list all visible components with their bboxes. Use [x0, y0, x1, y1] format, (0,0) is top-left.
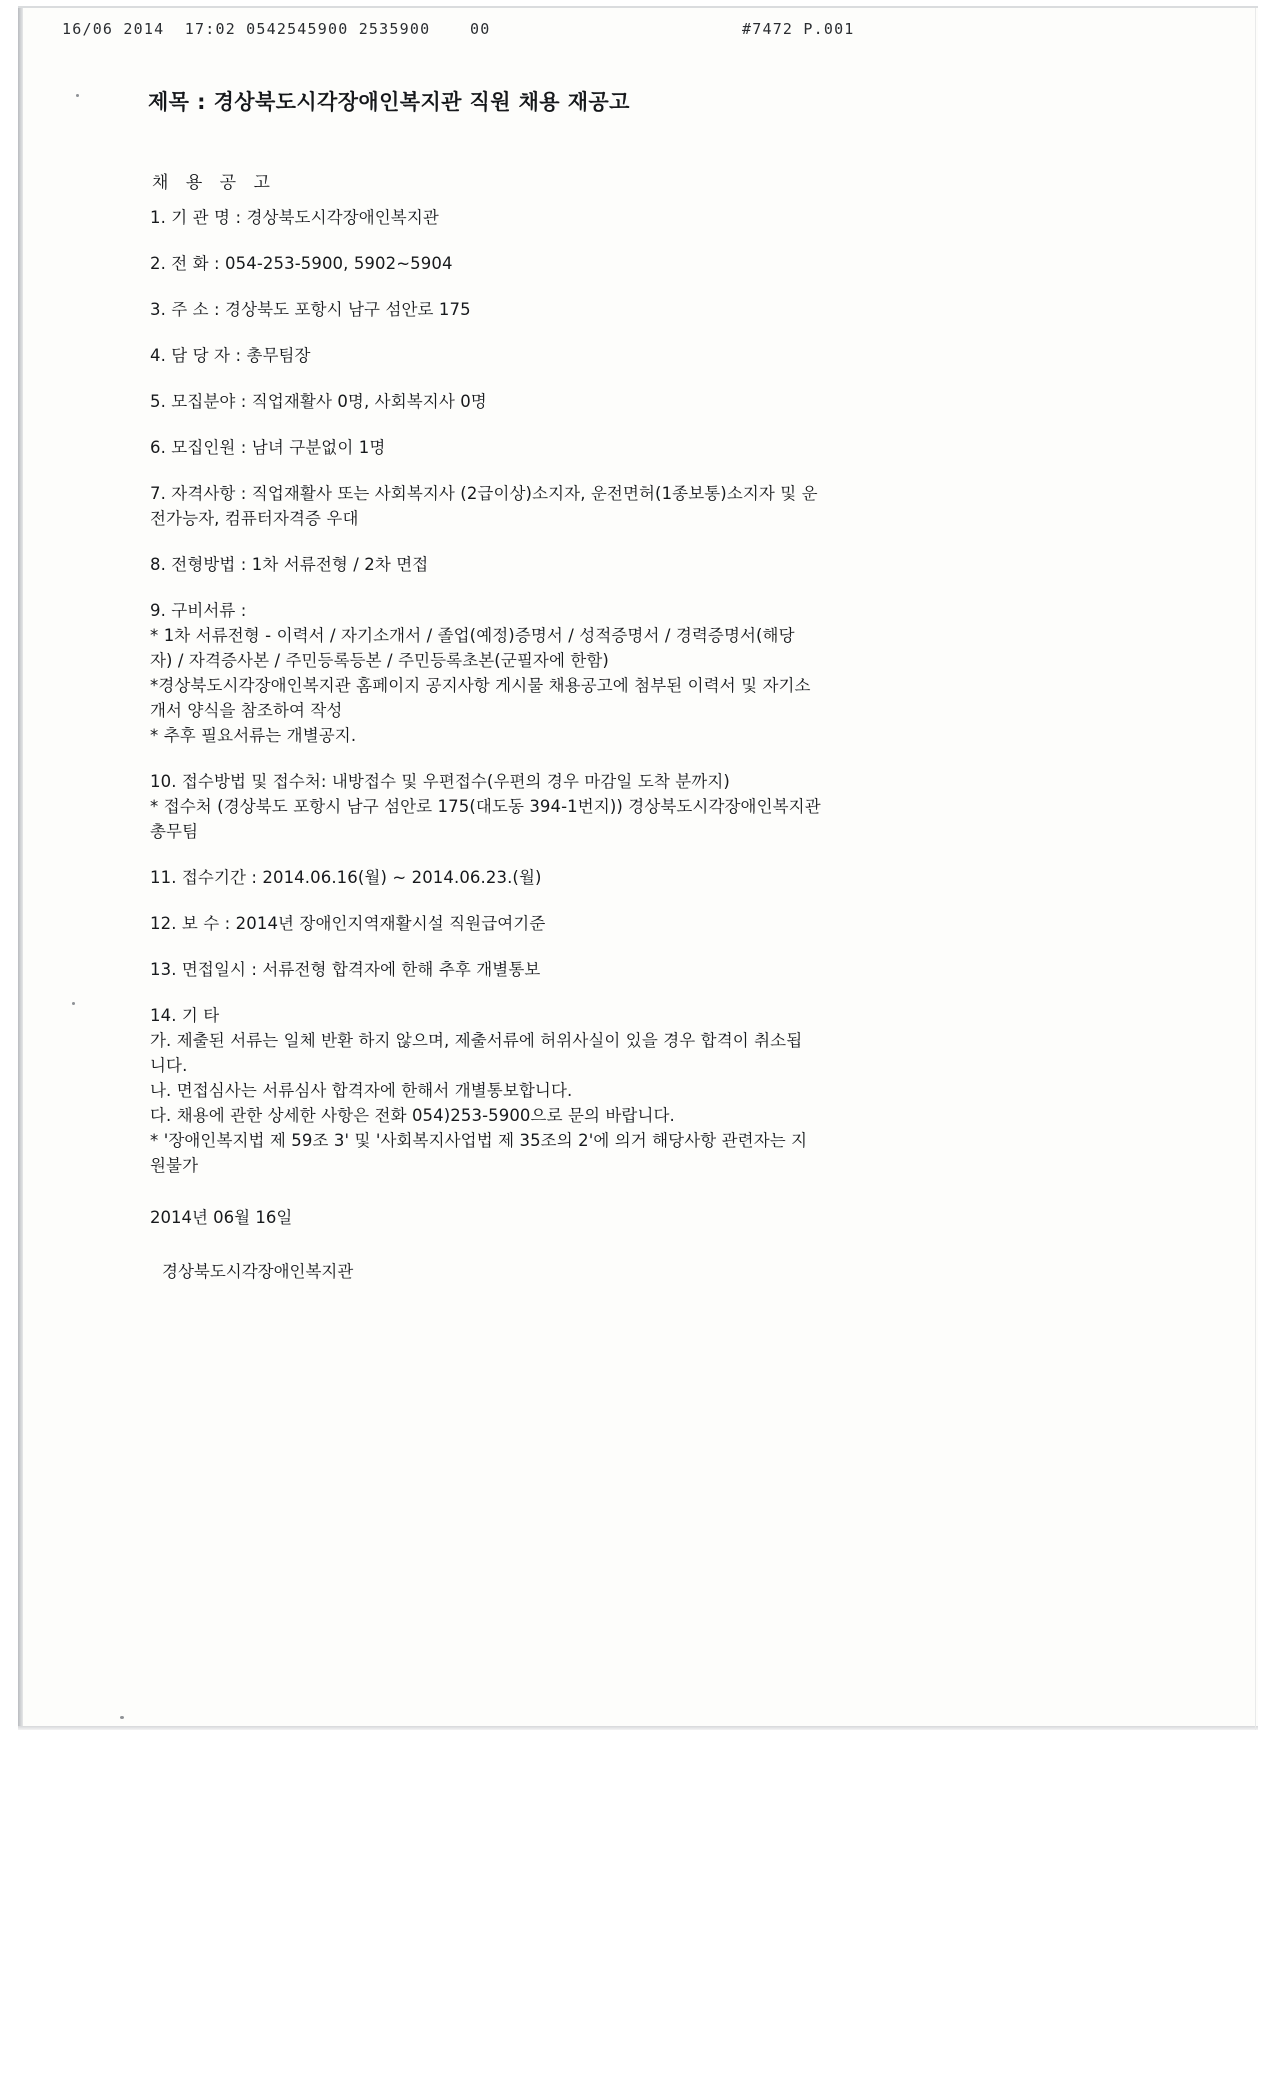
list-item: 11. 접수기간 : 2014.06.16(월) ~ 2014.06.23.(월)	[150, 868, 542, 887]
list-item: 9. 구비서류 : * 1차 서류전형 - 이력서 / 자기소개서 / 졸업(예정)증명서 / 성적증명서 / 경력증명서(해당 자) / 자격증사본 / 주민등록등본 / 주민등록초본(군필자에 한함) *경상북도시각장애인복지관 홈페이지 공지사항 게시물 채용공고에 첨부된 이력서 및 자기소 개서 양식을 참조하여 작성 * 추후 필요서류는 개별공지.	[150, 601, 811, 745]
scan-bottom-edge	[18, 1726, 1258, 1730]
scan-speck	[120, 1716, 124, 1719]
document-body	[150, 205, 1150, 1282]
list-item: 2. 전 화 : 054-253-5900, 5902~5904	[150, 254, 453, 273]
list-item: 10. 접수방법 및 접수처: 내방접수 및 우편접수(우편의 경우 마감일 도착 분까지) * 접수처 (경상북도 포항시 남구 섬안로 175(대도동 394-1번지)) 경상북도시각장애인복지관 총무팀	[150, 772, 821, 841]
page-title: 제목 : 경상북도시각장애인복지관 직원 채용 재공고	[148, 90, 630, 114]
list-item: 5. 모집분야 : 직업재활사 0명, 사회복지사 0명	[150, 392, 487, 411]
fax-header-middle: 00	[470, 20, 491, 38]
scan-right-fold	[1255, 8, 1256, 1730]
scan-speck	[76, 94, 79, 97]
sign-organization: 경상북도시각장애인복지관	[162, 1262, 354, 1281]
sign-date: 2014년 06월 16일	[150, 1208, 293, 1227]
fax-header-left: 16/06 2014 17:02 0542545900 2535900	[62, 20, 431, 38]
scan-left-edge	[18, 8, 23, 1730]
list-item: 14. 기 타 가. 제출된 서류는 일체 반환 하지 않으며, 제출서류에 허위사실이 있을 경우 합격이 취소됩 니다. 나. 면접심사는 서류심사 합격자에 한해서 개별통보합니다. 다. 채용에 관한 상세한 사항은 전화 054)253-5900으로 문의 바랍니다. * '장애인복지법 제 59조 3' 및 '사회복지사업법 제 35조의 2'에 의거 해당사항 관련자는 지 원불가	[150, 1006, 808, 1175]
list-item: 7. 자격사항 : 직업재활사 또는 사회복지사 (2급이상)소지자, 운전면허(1종보통)소지자 및 운 전가능자, 컴퓨터자격증 우대	[150, 484, 818, 528]
list-item: 3. 주 소 : 경상북도 포항시 남구 섬안로 175	[150, 300, 471, 319]
list-item: 6. 모집인원 : 남녀 구분없이 1명	[150, 438, 386, 457]
scan-speck	[72, 1002, 75, 1005]
list-item: 8. 전형방법 : 1차 서류전형 / 2차 면접	[150, 555, 429, 574]
list-item: 12. 보 수 : 2014년 장애인지역재활시설 직원급여기준	[150, 914, 546, 933]
list-item: 4. 담 당 자 : 총무팀장	[150, 346, 311, 365]
list-item: 13. 면접일시 : 서류전형 합격자에 한해 추후 개별통보	[150, 960, 541, 979]
scan-top-edge	[18, 6, 1258, 8]
fax-header-right: #7472 P.001	[742, 20, 855, 38]
list-item: 1. 기 관 명 : 경상북도시각장애인복지관	[150, 208, 439, 227]
section-heading: 채 용 공 고	[152, 173, 276, 193]
fax-header	[0, 20, 1275, 40]
